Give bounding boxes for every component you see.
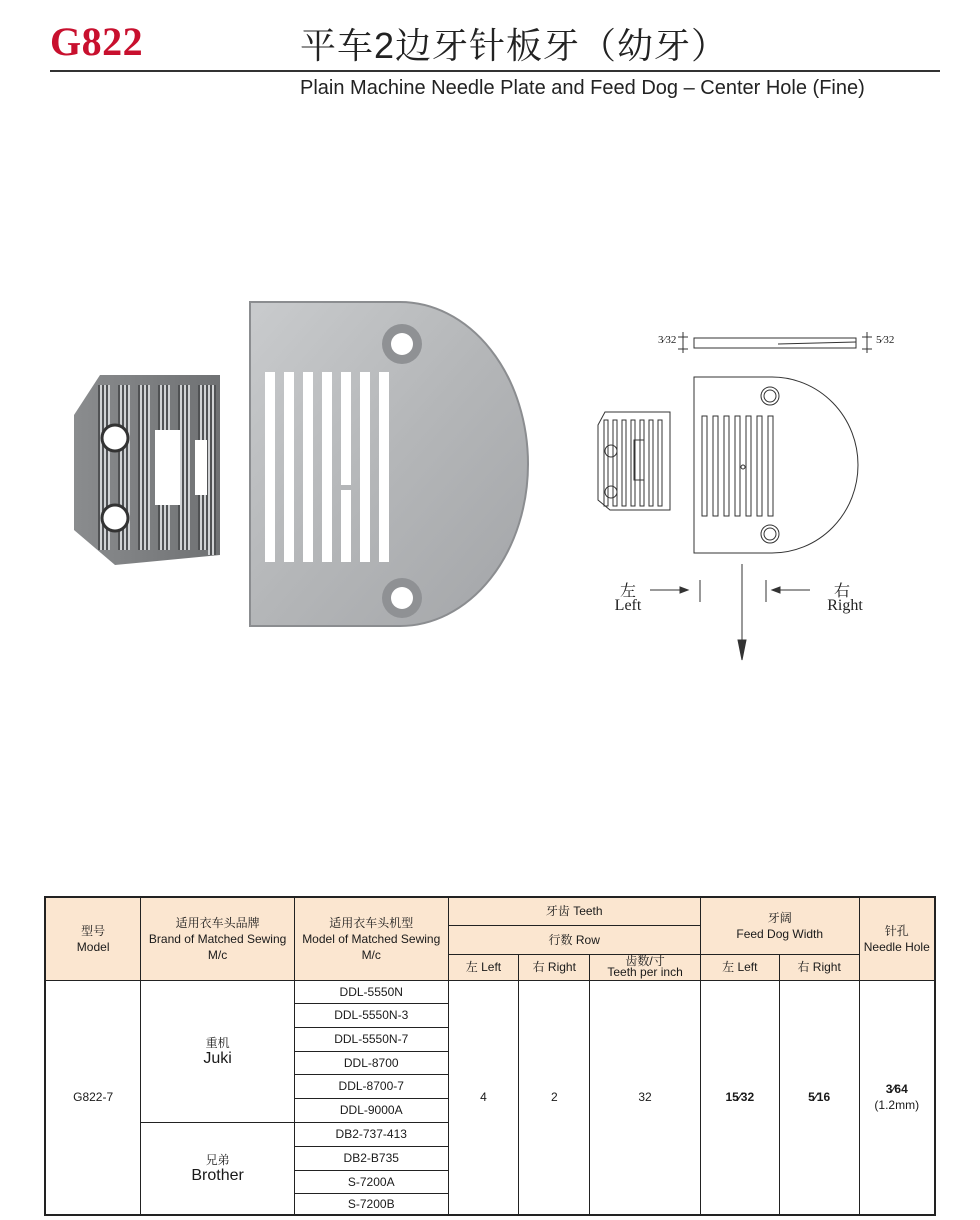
header-machine: 适用衣车头机型 Model of Matched Sewing M/c — [294, 897, 448, 980]
title-english: Plain Machine Needle Plate and Feed Dog – Center Hole (Fine) — [300, 77, 865, 99]
side-view — [678, 332, 872, 353]
header-needle-hole: 针孔 Needle Hole — [859, 897, 935, 980]
machine-cell: DB2-B735 — [294, 1146, 448, 1170]
brand-cell-brother: 兄弟 Brother — [141, 1122, 295, 1215]
product-photo — [60, 290, 550, 650]
header-tpi: 齿数/寸 Teeth per inch — [590, 954, 701, 980]
product-code: G822 — [50, 19, 144, 64]
direction-arrows — [650, 564, 810, 660]
machine-cell: DDL-9000A — [294, 1098, 448, 1122]
header-model: 型号 Model — [45, 897, 141, 980]
machine-cell: DDL-8700-7 — [294, 1074, 448, 1098]
row-left-cell: 4 — [448, 980, 519, 1215]
header-rule — [50, 70, 940, 72]
header-brand: 适用衣车头品牌 Brand of Matched Sewing M/c — [141, 897, 295, 980]
left-label-zh: 左 — [619, 583, 636, 600]
header-row-right: 右 Right — [519, 954, 590, 980]
technical-drawing — [580, 320, 940, 670]
header-row-left: 左 Left — [448, 954, 519, 980]
needle-plate-photo — [250, 302, 528, 626]
machine-cell: DDL-5550N-7 — [294, 1027, 448, 1051]
header-teeth: 牙齿 Teeth — [448, 897, 700, 925]
width-right-cell: 5⁄16 — [779, 980, 859, 1215]
machine-cell: S-7200A — [294, 1170, 448, 1193]
feed-dog-photo — [74, 375, 220, 565]
needle-plate-drawing — [694, 377, 858, 553]
header-row: 行数 Row — [448, 925, 700, 954]
spec-table — [44, 896, 936, 1216]
machine-cell: DDL-5550N-3 — [294, 1003, 448, 1027]
thickness-left-label: 3⁄32 — [658, 334, 677, 346]
needle-hole-cell: 3⁄64 (1.2mm) — [859, 980, 935, 1215]
header-width-left: 左 Left — [700, 954, 779, 980]
machine-cell: S-7200B — [294, 1193, 448, 1215]
width-left-cell: 15⁄32 — [700, 980, 779, 1215]
machine-cell: DDL-8700 — [294, 1051, 448, 1074]
header-width-right: 右 Right — [779, 954, 859, 980]
right-label-zh: 右 — [833, 583, 850, 600]
feed-dog-drawing — [598, 412, 670, 510]
tpi-cell: 32 — [590, 980, 701, 1215]
thickness-right-label: 5⁄32 — [876, 334, 895, 346]
row-right-cell: 2 — [519, 980, 590, 1215]
machine-cell: DB2-737-413 — [294, 1122, 448, 1146]
header-width: 牙阔 Feed Dog Width — [700, 897, 859, 954]
brand-cell-juki: 重机 Juki — [141, 980, 295, 1122]
right-label-en: Right — [827, 597, 863, 614]
model-cell: G822-7 — [45, 980, 141, 1215]
machine-cell: DDL-5550N — [294, 980, 448, 1003]
left-label-en: Left — [614, 597, 642, 614]
title-chinese: 平车2边牙针板牙（幼牙） — [300, 25, 729, 66]
